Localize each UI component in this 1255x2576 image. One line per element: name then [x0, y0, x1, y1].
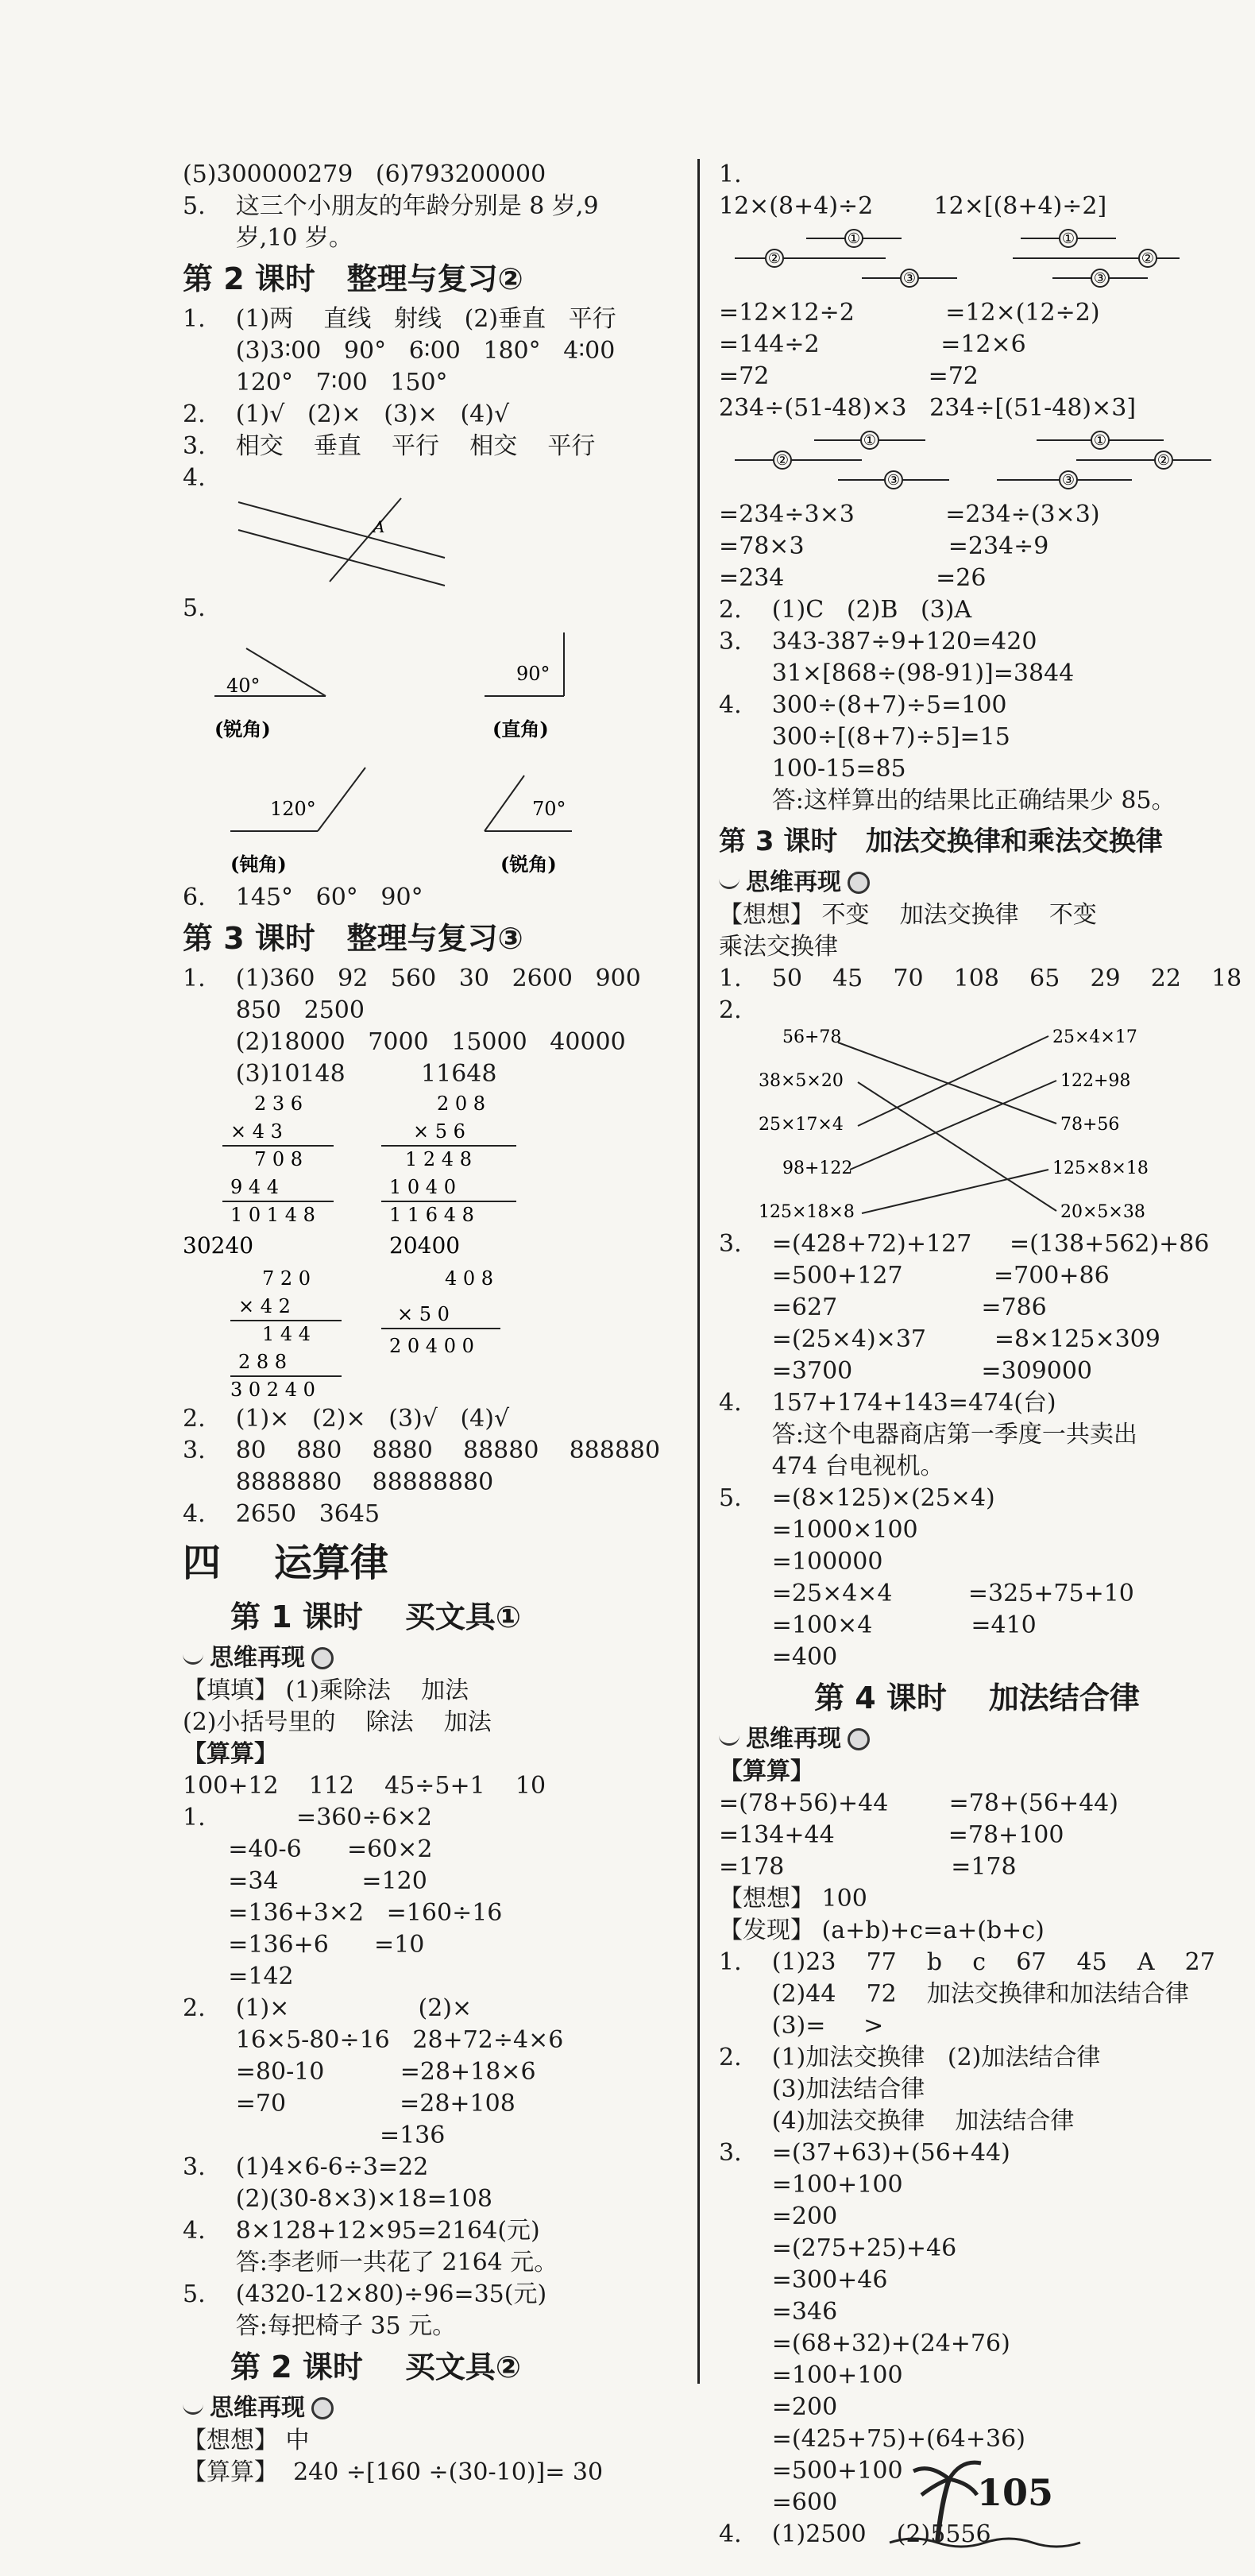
- angle-120: [230, 768, 365, 876]
- answer-line: 120° 7∶00 150°: [183, 369, 448, 396]
- point-label: A: [373, 517, 385, 536]
- svg-text:③: ③: [1093, 270, 1107, 287]
- answer-line: 5. =(8×125)×(25×4): [719, 1484, 995, 1512]
- answer-line: 2. (1)√ (2)× (3)× (4)√: [183, 400, 510, 428]
- svg-text:(锐角): (锐角): [500, 853, 557, 876]
- leaf-icon: [719, 877, 739, 889]
- svg-text:(钝角): (钝角): [230, 853, 287, 876]
- answer-line: 岁,10 岁。: [183, 224, 353, 252]
- answer-line: 100-15=85: [719, 755, 906, 783]
- svg-text:(直角): (直角): [492, 717, 549, 741]
- angle-figures: [183, 625, 675, 879]
- answer-line: (4)加法交换律 加法结合律: [719, 2107, 1075, 2135]
- svg-text:20×5×38: 20×5×38: [1060, 1202, 1145, 1222]
- answer-line: =72 =72: [719, 362, 979, 390]
- answer-line: =178 =178: [719, 1853, 1017, 1881]
- svg-text:②: ②: [1157, 452, 1171, 469]
- answer-line: =400: [719, 1643, 838, 1671]
- angle-70: [485, 776, 572, 876]
- svg-text:78+56: 78+56: [1060, 1115, 1120, 1135]
- svg-text:122+98: 122+98: [1060, 1071, 1131, 1091]
- svg-text:2 3 6: 2 3 6: [254, 1093, 303, 1115]
- svg-text:70°: 70°: [532, 798, 566, 820]
- svg-text:× 4 3: × 4 3: [230, 1120, 283, 1143]
- svg-text:③: ③: [1061, 472, 1075, 489]
- answer-line: 5. 这三个小朋友的年龄分别是 8 岁,9: [183, 192, 599, 220]
- answer-line: =70 =28+108: [183, 2090, 516, 2118]
- order-of-operations-diagram: [719, 222, 1227, 294]
- answer-line: 3. 80 880 8880 88880 888880: [183, 1437, 661, 1464]
- svg-text:40°: 40°: [226, 675, 261, 697]
- answer-line: 2. (1)C (2)B (3)A: [719, 596, 972, 624]
- svg-text:7 0 8: 7 0 8: [254, 1148, 303, 1170]
- answer-line: 2. (1)× (2)× (3)√ (4)√: [183, 1405, 510, 1433]
- svg-text:①: ①: [863, 432, 877, 449]
- svg-text:38×5×20: 38×5×20: [759, 1071, 844, 1091]
- answer-line: =142: [183, 1963, 294, 1990]
- svg-text:①: ①: [1093, 432, 1107, 449]
- svg-text:9 4 4: 9 4 4: [230, 1176, 280, 1198]
- answer-line: 234÷(51-48)×3 234÷[(51-48)×3]: [719, 394, 1137, 422]
- answer-line: 【算算】: [719, 1758, 814, 1785]
- svg-text:25×17×4: 25×17×4: [759, 1115, 844, 1135]
- angle-90: [485, 632, 564, 741]
- svg-text:25×4×17: 25×4×17: [1052, 1027, 1137, 1047]
- answer-line: 乘法交换律: [719, 933, 838, 961]
- bulb-icon: [311, 2397, 334, 2419]
- answer-line: 【填填】 (1)乘除法 加法: [183, 1677, 469, 1704]
- lesson-heading: 第 3 课时 加法交换律和乘法交换律: [719, 826, 1163, 857]
- order-of-operations-diagram: [719, 424, 1227, 496]
- answer-line: =144÷2 =12×6: [719, 331, 1026, 358]
- svg-text:1 0 4 0: 1 0 4 0: [389, 1176, 456, 1198]
- answer-line: 6. 145° 60° 90°: [183, 884, 423, 911]
- svg-text:1 1 6 4 8: 1 1 6 4 8: [389, 1204, 474, 1226]
- matching-diagram: [719, 1027, 1227, 1225]
- svg-text:(锐角): (锐角): [214, 717, 271, 741]
- svg-text:1 0 1 4 8: 1 0 1 4 8: [230, 1204, 315, 1226]
- section-title: 思维再现: [183, 2392, 675, 2425]
- answer-line: 4. (1)2500 (2)5556: [719, 2520, 991, 2548]
- answer-line: =234÷3×3 =234÷(3×3): [719, 501, 1100, 528]
- answer-line: 2.: [719, 996, 742, 1024]
- svg-text:7 2 0: 7 2 0: [262, 1267, 311, 1290]
- answer-line: 474 台电视机。: [719, 1452, 944, 1480]
- svg-text:30240: 30240: [183, 1232, 254, 1259]
- answer-line: =80-10 =28+18×6: [183, 2058, 536, 2086]
- answer-line: =34 =120: [183, 1867, 427, 1895]
- answer-line: 1. (1)360 92 560 30 2600 900: [183, 965, 641, 992]
- section-title: 思维再现: [719, 866, 1227, 899]
- svg-text:2 8 8: 2 8 8: [238, 1351, 288, 1373]
- answer-line: =40-6 =60×2: [183, 1835, 433, 1863]
- answer-line: 【算算】: [183, 1740, 278, 1768]
- answer-line: =234 =26: [719, 564, 987, 592]
- answer-line: =500+100: [719, 2457, 903, 2485]
- svg-text:125×18×8: 125×18×8: [759, 1202, 855, 1222]
- lesson-heading: 第 4 课时 加法结合律: [814, 1681, 1140, 1715]
- answer-line: 4. 2650 3645: [183, 1500, 380, 1528]
- answer-line: 5.: [183, 594, 206, 622]
- svg-text:× 5 0: × 5 0: [397, 1303, 450, 1325]
- svg-text:120°: 120°: [270, 798, 316, 820]
- lesson-heading: 第 1 课时 买文具①: [230, 1599, 521, 1634]
- answer-line: =(68+32)+(24+76): [719, 2330, 1010, 2357]
- answer-line: 3. =(428+72)+127 =(138+562)+86: [719, 1230, 1210, 1258]
- answer-line: 850 2500: [183, 996, 365, 1024]
- answer-line: 1. (1)23 77 b c 67 45 A 27: [719, 1948, 1215, 1976]
- leaf-icon: [719, 1734, 739, 1746]
- answer-line: =1000×100: [719, 1516, 918, 1544]
- answer-line: 1. 50 45 70 108 65 29 22 18: [719, 965, 1242, 992]
- answer-line: =134+44 =78+100: [719, 1821, 1064, 1849]
- answer-line: (3)3∶00 90° 6∶00 180° 4∶00: [183, 337, 616, 365]
- answer-line: (3)= >: [719, 2012, 884, 2040]
- leaf-icon: [183, 2403, 203, 2415]
- answer-line: 1.: [719, 161, 742, 188]
- answer-line: 4.: [183, 464, 206, 492]
- page-number: 105: [977, 2471, 1054, 2514]
- svg-text:125×8×18: 125×8×18: [1052, 1158, 1149, 1178]
- svg-text:3 0 2 4 0: 3 0 2 4 0: [230, 1379, 315, 1400]
- answer-line: =3700 =309000: [719, 1357, 1093, 1385]
- answer-line: 【想想】 不变 加法交换律 不变: [719, 901, 1097, 929]
- left-column: [183, 159, 675, 2489]
- answer-line: 2. (1)× (2)×: [183, 1994, 473, 2022]
- answer-line: 8888880 88888880: [183, 1468, 494, 1496]
- answer-line: =136+3×2 =160÷16: [183, 1899, 503, 1927]
- svg-text:90°: 90°: [516, 663, 550, 685]
- svg-text:98+122: 98+122: [782, 1158, 853, 1178]
- answer-line: (3)10148 11648: [183, 1060, 497, 1088]
- section-title: 思维再现: [183, 1642, 675, 1675]
- answer-line: (2)18000 7000 15000 40000: [183, 1028, 626, 1056]
- unit-heading: 四 运算律: [183, 1541, 388, 1585]
- answer-line: (5)300000279 (6)793200000: [183, 161, 546, 188]
- answer-line: =200: [719, 2203, 838, 2230]
- answer-line: =136+6 =10: [183, 1931, 425, 1959]
- answer-line: =(425+75)+(64+36): [719, 2425, 1025, 2453]
- answer-line: 4. 8×128+12×95=2164(元): [183, 2217, 540, 2245]
- page-number-badge: [874, 2447, 1112, 2551]
- svg-text:× 4 2: × 4 2: [238, 1295, 291, 1317]
- answer-line: 【发现】 (a+b)+c=a+(b+c): [719, 1917, 1045, 1944]
- answer-line: 答:李老师一共花了 2164 元。: [183, 2249, 558, 2276]
- answer-line: (2)(30-8×3)×18=108: [183, 2185, 492, 2213]
- svg-text:②: ②: [1141, 250, 1155, 267]
- answer-line: =12×12÷2 =12×(12÷2): [719, 299, 1100, 327]
- svg-text:20400: 20400: [389, 1232, 461, 1259]
- answer-line: 答:每把椅子 35 元。: [183, 2312, 457, 2340]
- svg-text:56+78: 56+78: [782, 1027, 842, 1047]
- svg-text:× 5 6: × 5 6: [413, 1120, 465, 1143]
- answer-line: =78×3 =234÷9: [719, 532, 1049, 560]
- answer-line: =(25×4)×37 =8×125×309: [719, 1325, 1160, 1353]
- answer-line: =346: [719, 2298, 838, 2326]
- answer-line: =100+100: [719, 2361, 903, 2389]
- answer-line: =25×4×4 =325+75+10: [719, 1580, 1134, 1607]
- answer-line: (3)加法结合律: [719, 2075, 925, 2103]
- answer-line: =(78+56)+44 =78+(56+44): [719, 1789, 1118, 1817]
- column-divider: [697, 159, 700, 2384]
- answer-line: (2)44 72 加法交换律和加法结合律: [719, 1980, 1189, 2008]
- answer-line: (2)小括号里的 除法 加法: [183, 1708, 492, 1736]
- leaf-icon: [183, 1653, 203, 1665]
- svg-text:③: ③: [886, 472, 901, 489]
- answer-line: 3. 相交 垂直 平行 相交 平行: [183, 432, 596, 460]
- answer-line: 300÷[(8+7)÷5]=15: [719, 723, 1010, 751]
- lesson-heading: 第 2 课时 买文具②: [230, 2350, 521, 2385]
- parallel-lines-figure: [183, 494, 675, 590]
- answer-line: 【想想】 100: [719, 1885, 867, 1913]
- answer-line: 答:这样算出的结果比正确结果少 85。: [719, 787, 1176, 814]
- answer-line: 100+12 112 45÷5+1 10: [183, 1772, 546, 1800]
- answer-line: =100×4 =410: [719, 1611, 1037, 1639]
- answer-line: 31×[868÷(98-91)]=3844: [719, 659, 1075, 687]
- answer-line: 16×5-80÷16 28+72÷4×6: [183, 2026, 564, 2054]
- answer-line: =627 =786: [719, 1294, 1047, 1321]
- right-column: [719, 159, 1242, 2551]
- svg-text:①: ①: [847, 230, 861, 247]
- answer-line: 【算算】 240 ÷[160 ÷(30-10)]= 30: [183, 2458, 604, 2486]
- svg-text:1 4 4: 1 4 4: [262, 1323, 311, 1345]
- answer-line: 3. =(37+63)+(56+44): [719, 2139, 1010, 2167]
- bulb-icon: [311, 1647, 334, 1669]
- svg-text:②: ②: [775, 452, 790, 469]
- answer-line: =300+46: [719, 2266, 888, 2294]
- answer-line: =600: [719, 2489, 838, 2516]
- answer-line: 3. 343-387÷9+120=420: [719, 628, 1037, 656]
- answer-line: =(275+25)+46: [719, 2234, 957, 2262]
- answer-line: 12×(8+4)÷2 12×[(8+4)÷2]: [719, 192, 1107, 220]
- svg-text:②: ②: [767, 250, 782, 267]
- svg-text:2 0 8: 2 0 8: [437, 1093, 486, 1115]
- bulb-icon: [848, 1728, 870, 1750]
- svg-text:①: ①: [1061, 230, 1075, 247]
- section-title: 思维再现: [719, 1723, 1227, 1756]
- answer-line: 1. (1)两 直线 射线 (2)垂直 平行: [183, 305, 616, 333]
- svg-text:2 0 4 0 0: 2 0 4 0 0: [389, 1335, 474, 1357]
- answer-line: 4. 300÷(8+7)÷5=100: [719, 691, 1007, 719]
- answer-line: =100+100: [719, 2171, 903, 2199]
- answer-line: 4. 157+174+143=474(台): [719, 1389, 1056, 1417]
- svg-text:4 0 8: 4 0 8: [445, 1267, 494, 1290]
- svg-text:③: ③: [902, 270, 917, 287]
- svg-text:1 2 4 8: 1 2 4 8: [405, 1148, 472, 1170]
- vertical-multiplication: [183, 1090, 675, 1400]
- lesson-heading: 第 2 课时 整理与复习②: [183, 261, 523, 296]
- answer-line: 2. (1)加法交换律 (2)加法结合律: [719, 2044, 1101, 2071]
- angle-40: [214, 648, 326, 741]
- answer-line: =100000: [719, 1548, 883, 1576]
- answer-line: =136: [183, 2122, 446, 2149]
- answer-line: 1. =360÷6×2: [183, 1804, 432, 1831]
- bulb-icon: [848, 872, 870, 894]
- answer-line: =500+127 =700+86: [719, 1262, 1110, 1290]
- answer-line: =200: [719, 2393, 838, 2421]
- answer-line: 【想想】 中: [183, 2427, 310, 2454]
- lesson-heading: 第 3 课时 整理与复习③: [183, 921, 523, 956]
- answer-line: 5. (4320-12×80)÷96=35(元): [183, 2280, 547, 2308]
- answer-line: 3. (1)4×6-6÷3=22: [183, 2153, 429, 2181]
- answer-line: 答:这个电器商店第一季度一共卖出: [719, 1421, 1137, 1449]
